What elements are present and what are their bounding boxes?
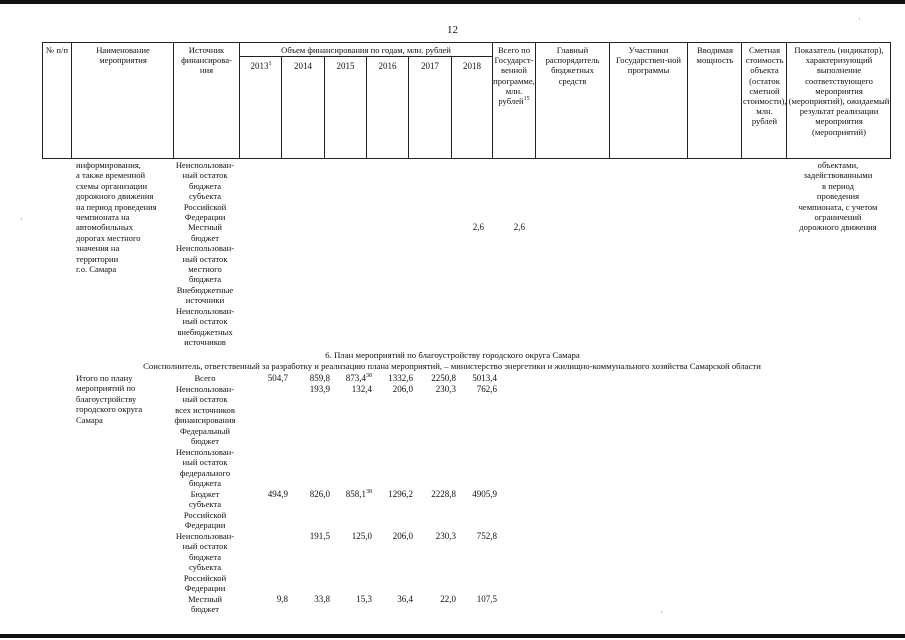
source-unused-all: Неиспользован- ный остаток всех источников финансирования: [174, 384, 236, 426]
cont-local-2018: 2,6: [472, 222, 484, 232]
source-unused-federal: Неиспользован- ный остаток федерального бюджета: [175, 447, 235, 489]
cont-activity-name: информирования, а также временной схемы организации дорожного движения на период проведения чемпионата на автомобильных дорогах местного значения на территории г.о. Самара: [76, 160, 157, 275]
header-year-2018: 2018: [463, 61, 481, 71]
value-regional-2015: 858,1$^{38}$: [345, 489, 372, 499]
value-unused-all-2016: 206,0: [392, 384, 413, 394]
source-all: Всего: [194, 373, 216, 383]
scan-speck: ·: [660, 607, 663, 617]
value-local-2014: 33,8: [314, 594, 330, 604]
value-regional-2016: 1296,2: [388, 489, 413, 499]
value-local-2013: 9,8: [276, 594, 288, 604]
value-local-total: 107,5: [476, 594, 497, 604]
cont-local-total: 2,6: [513, 222, 525, 232]
value-unused-all-2017: 230,3: [435, 384, 456, 394]
value-regional-total: 4905,9: [472, 489, 497, 499]
header-name: Наименование мероприятия: [96, 45, 150, 66]
value-unused-regional-2017: 230,3: [435, 531, 456, 541]
cont-indicator: объектами, задействованными в период проведения чемпионата, с учетом ограничений дорожного движения: [798, 160, 878, 233]
value-unused-regional-total: 752,8: [476, 531, 497, 541]
value-regional-2014: 826,0: [309, 489, 330, 499]
value-all-2017: 2250,8: [431, 373, 456, 383]
value-all-2015: 873,4$^{38}$: [345, 373, 372, 383]
total-activity-name: Итого по плану мероприятий по благоустройству городского округа Самара: [76, 373, 143, 425]
value-all-2016: 1332,6: [388, 373, 413, 383]
header-indicator: Показатель (индикатор), характеризующий выполнение соответствующего мероприятия (мероприятий), ожидаемый результат реализации мероприятия (мероприятий): [788, 45, 890, 137]
source-local: Местный бюджет: [187, 594, 223, 615]
header-participants: Участники Государствен-ной программы: [615, 45, 681, 76]
value-all-2013: 504,7: [267, 373, 288, 383]
value-all-total: 5013,4: [472, 373, 497, 383]
value-unused-regional-2015: 125,0: [351, 531, 372, 541]
value-unused-regional-2016: 206,0: [392, 531, 413, 541]
value-unused-all-total: 762,6: [476, 384, 497, 394]
section-coexecutor: Соисполнитель, ответственный за разработку и реализацию плана мероприятий, – министерство энергетики и жилищно-коммунального хозяйства Самарской области: [143, 361, 761, 371]
value-unused-all-2015: 132,4: [351, 384, 372, 394]
value-local-2015: 15,3: [356, 594, 372, 604]
header-total: Всего по Государст-венной программе, млн. рублей$^{15}$: [493, 45, 535, 107]
source-federal: Федеральный бюджет: [179, 426, 231, 447]
scan-speck: ·: [858, 14, 861, 24]
source-unused-regional: Неиспользован- ный остаток бюджета субъекта Российской Федерации: [175, 531, 235, 594]
cont-funding-sources: Неиспользован- ный остаток бюджета субъекта Российской Федерации Местный бюджет Неиспользован- ный остаток местного бюджета Внебюджетные источники Неиспользован- ный остаток внебюджетных источников: [175, 160, 235, 347]
header-year-2015: 2015: [336, 61, 355, 71]
value-local-2017: 22,0: [440, 594, 456, 604]
source-regional: Бюджет субъекта Российской Федерации: [183, 489, 227, 531]
header-estimate: Сметная стоимость объекта (остаток сметной стоимости), млн. рублей: [743, 45, 787, 127]
bottom-border: [0, 634, 905, 638]
value-local-2016: 36,4: [397, 594, 413, 604]
header-year-2013: 2013$^1$: [250, 61, 272, 71]
value-regional-2017: 2228,8: [431, 489, 456, 499]
header-year-2014: 2014: [294, 61, 312, 71]
scan-speck: ·: [20, 214, 23, 224]
top-border: [0, 0, 905, 4]
value-unused-all-2014: 193,9: [309, 384, 330, 394]
header-year-2017: 2017: [421, 61, 439, 71]
table-header: [42, 42, 891, 159]
value-regional-2013: 494,9: [267, 489, 288, 499]
header-funding-by-year: Объем финансирования по годам, млн. рублей: [281, 45, 451, 55]
value-unused-regional-2014: 191,5: [309, 531, 330, 541]
value-all-2014: 859,8: [309, 373, 330, 383]
header-capacity: Вводимая мощность: [696, 45, 734, 66]
header-manager: Главный распорядитель бюджетных средств: [545, 45, 600, 86]
header-no: № п/п: [46, 45, 68, 55]
section-title: 6. План мероприятий по благоустройству городского округа Самара: [325, 350, 580, 360]
header-year-2016: 2016: [378, 61, 397, 71]
header-source: Источник финансирова-ния: [181, 45, 232, 76]
page-number: 12: [447, 24, 458, 36]
